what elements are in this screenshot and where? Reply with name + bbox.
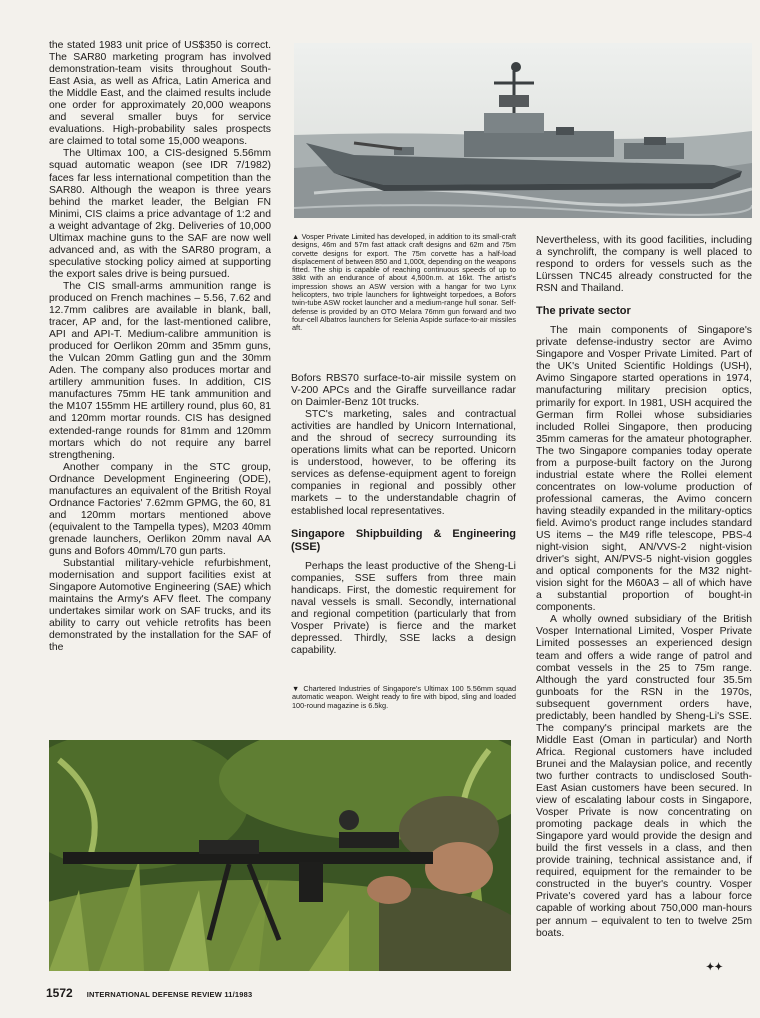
left-column — [49, 40, 271, 654]
page-number: 1572 — [46, 986, 73, 1000]
paragraph: Nevertheless, with its good facilities, including a synchrolift, the company is well placed to respond to orders for vessels such as the Lürssen TNC45 already constructed for the RSN and Thailand. — [536, 235, 752, 295]
paragraph: Perhaps the least productive of the Sheng-Li companies, SSE suffers from three main handicaps. First, the domestic requirement for naval vessels is small. Secondly, international and regional competition (particularly that from Vosper Private) is fierce and the market depressed. Thirdly, SSE lacks a design capability. — [291, 560, 516, 656]
right-column — [536, 235, 752, 940]
paragraph: Substantial military-vehicle refurbishment, modernisation and support facilities exist at Singapore Automotive Engineering (SAE) which maintains the Army's AFV fleet. The company undertakes similar work on SAF trucks, and its ability to carry out vehicle retrofits has been demonstrated by the installation for the SAF of the — [49, 558, 271, 654]
middle-column — [291, 373, 516, 657]
section-heading-private: The private sector — [536, 305, 631, 318]
caption-text: ▲ Vosper Private Limited has developed, in addition to its small-craft designs, 46m and 57m fast attack craft designs and 62m and 75m corvette designs for export. The 75m corvette has a half-load displacement of between 850 and 1,000t, depending on the weapons fitted. The ship is capable of reaching continuous speeds of up to 38kt with an endurance of about 4,500n.m. at 16kt. The artist's impression shows an ASW version with a hangar for two Lynx helicopters, two triple launchers for lightweight torpedoes, a Bofors twin-tube ASW rocket launcher and a medium-range hull sonar. Self-defense is provided by an OTO Melara 76mm gun forward and two four-cell Albatros launchers for Selenia Aspide surface-to-air missiles aft. — [292, 232, 516, 333]
paragraph: Another company in the STC group, Ordnance Development Engineering (ODE), manufactures an equivalent of the British Royal Ordnance Factories' 7.62mm GPMG, the 60, 81 and 120mm mortars mentioned above (equivalent to the Tampella types), M203 40mm grenade launchers, Oerlikon 20mm naval AA guns and Bofors 40mm/L70 gun parts. — [49, 461, 271, 557]
publication-name: INTERNATIONAL DEFENSE REVIEW 11/1983 — [86, 990, 253, 999]
paragraph: The Ultimax 100, a CIS-designed 5.56mm squad automatic weapon (see IDR 7/1982) faces far less international competition than the SAR80. Although the weapon is three years behind the market leader, the Belgian FN Minimi, CIS claims a price advantage of 1:2 and a weight advantage of 2kg. Deliveries of 10,000 Ultimax machine guns to the SAF are now well advanced and, as with the SAR80 program, a speculative stocking policy aimed at supporting the export sales drive is being pursued. — [49, 148, 271, 280]
end-mark: ✦✦ — [706, 962, 723, 973]
soldier-photo — [49, 740, 511, 971]
ship-caption — [292, 233, 516, 333]
caption-text: ▼ Chartered Industries of Singapore's Ultimax 100 5.56mm squad automatic weapon. Weight ready to fire with bipod, sling and loaded 100-round magazine is 6.5kg. — [292, 684, 516, 710]
weapon-caption — [292, 685, 516, 710]
paragraph: STC's marketing, sales and contractual activities are handled by Unicorn International, and the shroud of secrecy surrounding its operations limits what can be reported. Unicorn is understood, however, to be offering its services as defense-equipment agent to foreign companies in regional and possibly other markets – to the understandable chagrin of established local representatives. — [291, 409, 516, 517]
ship-illustration — [294, 43, 752, 218]
paragraph: A wholly owned subsidiary of the British Vosper International Limited, Vosper Private Limited possesses an experienced design team and offers a wide range of patrol and combat vessels in the 25 to 75m range. Although the yard constructed four 35.5m gunboats for the RSN in the 1970s, subsequent government orders have, predictably, been handled by Sheng-Li's SSE. The company's principal markets are the Middle East (Oman in particular) and North Africa. Regional customers have included Brunei and the Malaysian police, and recently two further contracts to undisclosed South-East Asian customers have been secured. In view of escalating labour costs in Singapore, Vosper Private is now concentrating on promoting package deals in which the Singapore yard would provide the design and build the first vessels in a class, and then provide training, technical assistance and, if required, equipment for the remainder to be constructed in the buyer's country. Vosper Private's covered yard has a labour force capable of working about 750,000 man-hours per annum – equivalent to ten to twelve 25m boats. — [536, 614, 752, 939]
paragraph: Bofors RBS70 surface-to-air missile system on V-200 APCs and the Giraffe surveillance radar on Daimler-Benz 10t trucks. — [291, 373, 516, 409]
section-heading-sse: Singapore Shipbuilding & Engineering (SSE) — [291, 527, 516, 553]
footer — [46, 986, 252, 1000]
paragraph: The CIS small-arms ammunition range is produced on French machines – 5.56, 7.62 and 12.7mm calibres are available in blank, ball, tracer, AP and, for the last-mentioned calibre, API and API-T. Medium-calibre ammunition is produced for Oerlikon 20mm and 35mm guns, the Vulcan 20mm Gatling gun and the 30mm Aden. The company also produces mortar and artillery ammunition fuses. In addition, CIS manufactures 75mm HE tank ammunition and the M107 155mm HE artillery round, plus 60, 81 and 120mm mortar rounds. CIS has designed extended-range rounds for 81mm and 120mm mortars which do not require any barrel strengthening. — [49, 280, 271, 461]
paragraph: The main components of Singapore's private defense-industry sector are Avimo Singapore and Vosper Private Limited. Part of the UK's United Scientific Holdings (USH), Avimo Singapore started operations in 1974, manufacturing military precision optics, primarily for export. In 1981, USH acquired the German firm Rollei whose subsidiaries included Rollei Singapore, then producing 35mm cameras for the amateur photographer. The two Singapore companies today operate from a purpose-built factory on the Jurong industrial estate where the Rollei element concentrates on low-volume production of professional cameras, the Avimo concern having steadily expanded in the military-optics field. Avimo's product range includes standard US items – the M49 rifle telescope, PBS-4 night-vision sight, AN/VVS-2 night-vision driver's sight, AN/PVS-5 night-vision goggles and optical components for the M32 night-vision sight for the M60A3 – all of which have a substantial proportion of bought-in components. — [536, 325, 752, 614]
paragraph: the stated 1983 unit price of US$350 is correct. The SAR80 marketing program has involved demonstration-team visits throughout South-East Asia, as well as Africa, Latin America and the Middle East, and the claimed results include one order for approximately 20,000 weapons and several smaller buys for service evaluations. High-probability sales prospects are claimed to total some 15,000 weapons. — [49, 40, 271, 148]
